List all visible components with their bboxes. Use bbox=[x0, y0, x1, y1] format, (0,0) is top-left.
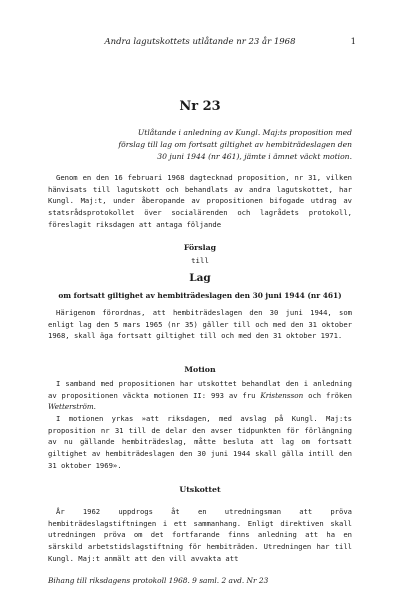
law-title: om fortsatt giltighet av hembiträdeslagen den 30 juni 1944 (nr 461) bbox=[58, 291, 342, 300]
motion-heading: Motion bbox=[184, 365, 216, 374]
running-header: Andra lagutskottets utlåtande nr 23 år 1968 bbox=[104, 37, 296, 47]
motion-paragraph-1: I samband med propositionen har utskottet behandlat den i anledning av propositionen väckta motionen II: 993 av fru Kristensson och fröken Wetterström. bbox=[48, 379, 352, 412]
law-heading: Lag bbox=[189, 272, 211, 284]
proposal-heading: Förslag bbox=[183, 243, 217, 252]
document-number: Nr 23 bbox=[179, 99, 221, 114]
law-text: Härigenom förordnas, att hembiträdeslagen den 30 juni 1944, som enligt lag den 5 mars 1965 (nr 35) gäller till och med den 31 oktober 1968, skall äga fortsatt giltighet till och med den 31 oktober 1971. bbox=[48, 308, 352, 341]
footer-citation: Bihang till riksdagens protokoll 1968. 9 saml. 2 avd. Nr 23 bbox=[48, 576, 269, 585]
document-summary: Utlåtande i anledning av Kungl. Maj:ts proposition med förslag till lag om fortsatt giltighet av hembiträdeslagen den 30 juni 1944 (nr 461), jämte i ämnet väckt motion. bbox=[118, 128, 352, 161]
proposal-to: till bbox=[191, 256, 209, 265]
committee-heading: Utskottet bbox=[179, 485, 221, 494]
motion-paragraph-2: I motionen yrkas »att riksdagen, med avslag på Kungl. Maj:ts proposition nr 31 till de delar den avser tidpunkten för förlängning av nu gällande hembiträdeslag, måtte besluta att lag om fortsatt giltighet av hembiträdeslagen den 30 juni 1944 skall gälla intill den 31 oktober 1969». bbox=[48, 414, 352, 470]
page-number: 1 bbox=[350, 37, 356, 47]
committee-paragraph: År 1962 uppdrogs åt en utredningsman att pröva hembiträdeslagstiftningen i ett sammanhang. Enligt direktiven skall utredningen pröva om det fortfarande finns anledning att ha en särskild arbetstidslagstiftning för hembiträden. Utredningen har till Kungl. Maj:t anmält att den vill avvakta att bbox=[48, 507, 352, 563]
intro-paragraph: Genom en den 16 februari 1968 dagtecknad proposition, nr 31, vilken hänvisats till lagutskott och behandlats av andra lagutskottet, har Kungl. Maj:t, under åberopande av propositionen bifogade utdrag av statsrådsprotokollet över socialärenden och lagrådets protokoll, föreslagit riksdagen att antaga följande bbox=[48, 173, 352, 229]
